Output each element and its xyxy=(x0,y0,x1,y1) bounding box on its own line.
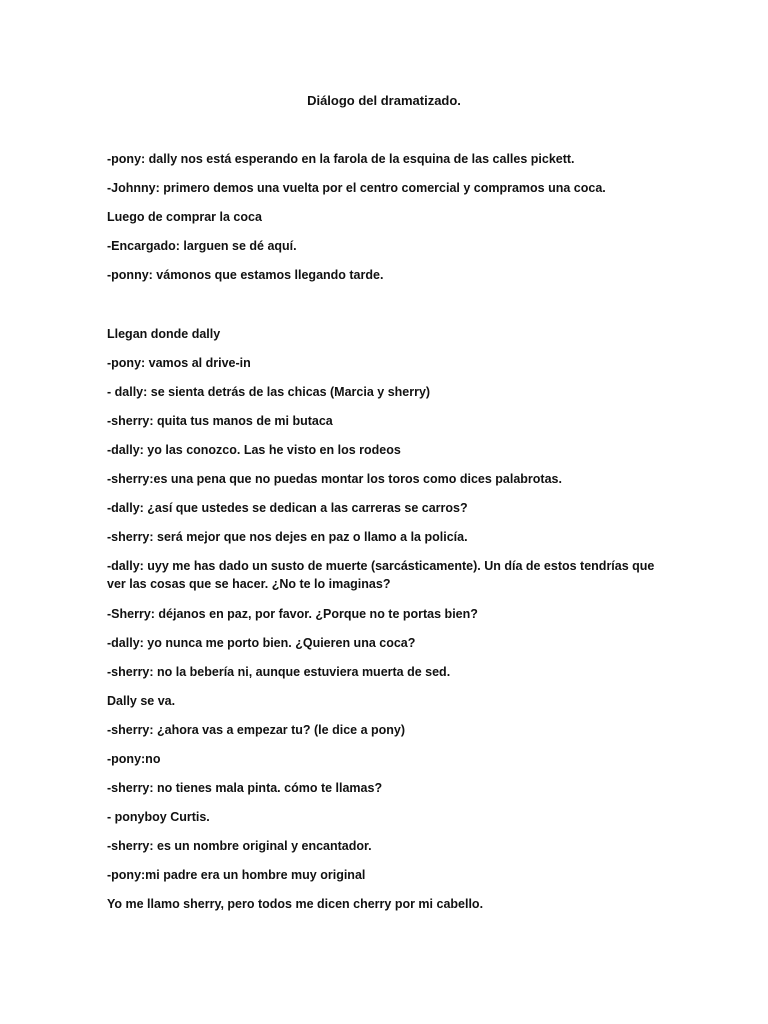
dialogue-line: -sherry: no la bebería ni, aunque estuviera muerta de sed. xyxy=(107,665,451,679)
dialogue-line: - ponyboy Curtis. xyxy=(107,810,210,824)
dialogue-line: -pony:mi padre era un hombre muy original xyxy=(107,868,366,882)
dialogue-line: -ponny: vámonos que estamos llegando tarde. xyxy=(107,268,384,282)
dialogue-line: -sherry:es una pena que no puedas montar los toros como dices palabrotas. xyxy=(107,472,562,486)
dialogue-line: -sherry: es un nombre original y encantador. xyxy=(107,839,372,853)
dialogue-line: - dally: se sienta detrás de las chicas (Marcia y sherry) xyxy=(107,385,431,399)
dialogue-line: -Johnny: primero demos una vuelta por el centro comercial y compramos una coca. xyxy=(107,181,606,195)
stage-direction: Luego de comprar la coca xyxy=(107,210,262,224)
dialogue-line: -dally: ¿así que ustedes se dedican a las carreras se carros? xyxy=(107,501,468,515)
stage-direction: Llegan donde dally xyxy=(107,327,221,341)
document-title: Diálogo del dramatizado. xyxy=(307,93,461,108)
dialogue-line: -sherry: será mejor que nos dejes en paz o llamo a la policía. xyxy=(107,530,468,544)
dialogue-line: -Sherry: déjanos en paz, por favor. ¿Porque no te portas bien? xyxy=(107,607,478,621)
dialogue-line: -sherry: ¿ahora vas a empezar tu? (le dice a pony) xyxy=(107,723,406,737)
dialogue-line: -Encargado: larguen se dé aquí. xyxy=(107,239,297,253)
dialogue-line: -dally: yo las conozco. Las he visto en los rodeos xyxy=(107,443,401,457)
dialogue-line: -pony:no xyxy=(107,752,161,766)
dialogue-line: -pony: dally nos está esperando en la farola de la esquina de las calles pickett. xyxy=(107,152,575,166)
stage-direction: Dally se va. xyxy=(107,694,176,708)
dialogue-line: -pony: vamos al drive-in xyxy=(107,356,251,370)
dialogue-line: -dally: yo nunca me porto bien. ¿Quieren una coca? xyxy=(107,636,416,650)
dialogue-line: Yo me llamo sherry, pero todos me dicen cherry por mi cabello. xyxy=(107,897,484,911)
dialogue-line: -sherry: quita tus manos de mi butaca xyxy=(107,414,333,428)
dialogue-line: -dally: uyy me has dado un susto de muerte (sarcásticamente). Un día de estos tendrías que ver las cosas que se hacer. ¿No te lo imaginas? xyxy=(107,559,655,591)
dialogue-line: -sherry: no tienes mala pinta. cómo te llamas? xyxy=(107,781,383,795)
